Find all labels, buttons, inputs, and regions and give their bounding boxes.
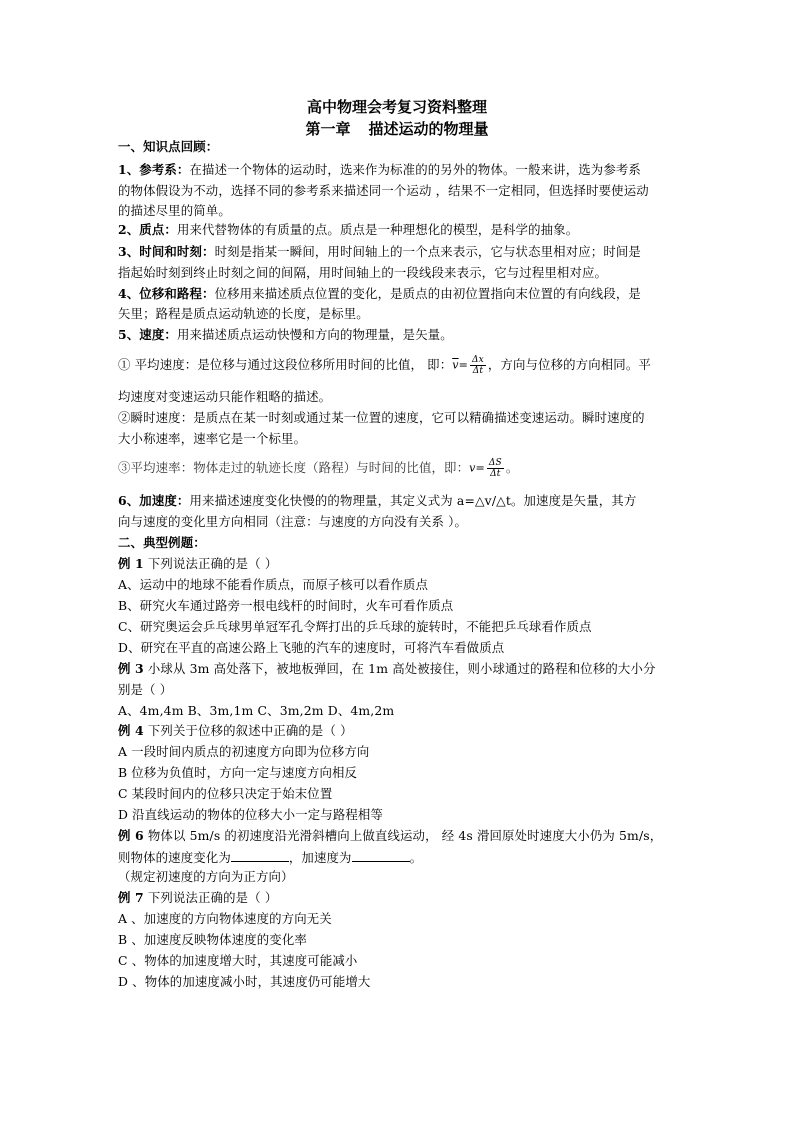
example-4-option-c: C 某段时间内的位移只决定于始末位置 bbox=[118, 786, 333, 801]
point-4-line-2: 矢里；路程是质点运动轨迹的长度，是标里。 bbox=[118, 306, 369, 321]
chapter-name: 描述运动的物理量 bbox=[368, 120, 489, 138]
document-title: 高中物理会考复习资料整理 bbox=[306, 98, 487, 116]
example-6-label: 例 6 bbox=[118, 828, 144, 843]
example-1-option-d: D、研究在平直的高速公路上飞驰的汽车的速度时，可将汽车看做质点 bbox=[118, 640, 505, 655]
example-1-question: 例 1 下列说法正确的是（ ） bbox=[118, 556, 278, 571]
point-6-line-2: 向与速度的变化里方向相同（注意：与速度的方向没有关系 ）。 bbox=[118, 514, 468, 529]
point-2-line-1: 2、质点：用来代替物体的有质量的点。质点是一种理想化的模型，是科学的抽象。 bbox=[118, 222, 579, 237]
example-1-option-a: A、运动中的地球不能看作质点，而原子核可以看作质点 bbox=[118, 577, 429, 592]
section-heading-review: 一、知识点回顾： bbox=[118, 139, 219, 154]
example-6-question-line-2: 则物体的速度变化为 ，加速度为 。 bbox=[118, 850, 423, 865]
instant-velocity-line-2: 大小称速率，速率它是一个标里。 bbox=[118, 431, 307, 446]
point-6-line-1: 6、加速度：用来描述速度变化快慢的的物理量，其定义式为 a=△v/△t。加速度是矢量，其方 bbox=[118, 493, 637, 508]
example-4-option-d: D 沿直线运动的物体的位移大小一定与路程相等 bbox=[118, 807, 383, 822]
point-3-label: 3、时间和时刻： bbox=[118, 244, 215, 259]
chapter-title bbox=[0, 119, 794, 139]
example-4-question: 例 4 下列关于位移的叙述中正确的是（ ） bbox=[118, 723, 353, 738]
point-3-line-2: 指起始时刻到终止时刻之间的间隔，用时间轴上的一段线段来表示，它与过程里相对应。 bbox=[118, 265, 608, 280]
average-velocity-formula: $\overline{v}=$ bbox=[452, 358, 468, 372]
average-speed-line: ③平均速率：物体走过的轨迹长度（路程）与时间的比值，即：v= $\frac{\Delta S}{\Delta t}$ 。 bbox=[118, 458, 519, 479]
example-4-option-a: A 一段时间内质点的初速度方向即为位移方向 bbox=[118, 744, 370, 759]
point-4-label: 4、位移和路程： bbox=[118, 286, 215, 301]
point-3-line-1: 3、时间和时刻：时刻是指某一瞬间，用时间轴上的一个点来表示，它与状态里相对应；时间是 bbox=[118, 244, 641, 259]
average-velocity-line-2: 均速度对变速运动只能作粗略的描述。 bbox=[118, 389, 332, 404]
point-4-line-1: 4、位移和路程：位移用来描述质点位置的变化，是质点的由初位置指向末位置的有向线段，是 bbox=[118, 286, 641, 301]
example-4-option-b: B 位移为负值时，方向一定与速度方向相反 bbox=[118, 765, 358, 780]
point-2-label: 2、质点： bbox=[118, 222, 177, 237]
section-heading-examples: 二、典型例题： bbox=[118, 535, 206, 550]
point-5-line-1: 5、速度：用来描述质点运动快慢和方向的物理量，是矢量。 bbox=[118, 327, 453, 342]
example-7-label: 例 7 bbox=[118, 890, 144, 905]
point-1-label: 1、参考系： bbox=[118, 162, 190, 177]
example-7-option-c: C 、物体的加速度增大时，其速度可能减小 bbox=[118, 953, 358, 968]
example-6-question: 例 6 物体以 5m/s 的初速度沿光滑斜槽向上做直线运动， 经 4s 滑回原处时速度大小仍为 5m/s， bbox=[118, 828, 663, 843]
example-7-option-d: D 、物体的加速度减小时，其速度仍可能增大 bbox=[118, 974, 371, 989]
velocity-change-blank[interactable] bbox=[231, 849, 289, 862]
example-3-question-line-2: 别是（ ） bbox=[118, 682, 173, 697]
point-1-line-3: 的描述尽里的简单。 bbox=[118, 203, 231, 218]
point-1-line-2: 的物体假设为不动，选择不同的参考系来描述同一个运动 ，结果不一定相同，但选择时要使运动 bbox=[118, 183, 649, 198]
point-6-label: 6、加速度： bbox=[118, 493, 190, 508]
example-3-options: A、4m,4m B、3m,1m C、3m,2m D、4m,2m bbox=[118, 703, 395, 718]
example-7-option-a: A 、加速度的方向物体速度的方向无关 bbox=[118, 911, 332, 926]
example-3-label: 例 3 bbox=[118, 661, 144, 676]
example-3-question: 例 3 小球从 3m 高处落下，被地板弹回，在 1m 高处被接住，则小球通过的路程和位移的大小分 bbox=[118, 661, 656, 676]
example-1-option-c: C、研究奥运会乒乓球男单冠军孔令辉打出的乒乓球的旋转时，不能把乒乓球看作质点 bbox=[118, 619, 592, 634]
average-speed-formula: v= bbox=[469, 461, 485, 475]
chapter-number: 第一章 bbox=[305, 120, 351, 138]
example-6-note: （规定初速度的方向为正方向） bbox=[118, 869, 294, 884]
point-1-line-1: 1、参考系：在描述一个物体的运动时，选来作为标准的的另外的物体。一般来讲，选为参考系 bbox=[118, 162, 641, 177]
average-velocity-line-1: ① 平均速度：是位移与通过这段位移所用时间的比值， 即：$\overline{v}=$ $\frac{\Delta x}{\Delta t}$ ，方向与位移的方向相同。平 bbox=[118, 355, 651, 376]
example-7-question: 例 7 下列说法正确的是（ ） bbox=[118, 890, 278, 905]
point-5-label: 5、速度： bbox=[118, 327, 177, 342]
example-1-label: 例 1 bbox=[118, 556, 144, 571]
example-4-label: 例 4 bbox=[118, 723, 144, 738]
example-7-option-b: B 、加速度反映物体速度的变化率 bbox=[118, 932, 307, 947]
example-1-option-b: B、研究火车通过路旁一根电线杆的时间时，火车可看作质点 bbox=[118, 598, 454, 613]
acceleration-blank[interactable] bbox=[352, 849, 410, 862]
instant-velocity-line-1: ②瞬时速度：是质点在某一时刻或通过某一位置的速度，它可以精确描述变速运动。瞬时速度的 bbox=[118, 410, 645, 425]
